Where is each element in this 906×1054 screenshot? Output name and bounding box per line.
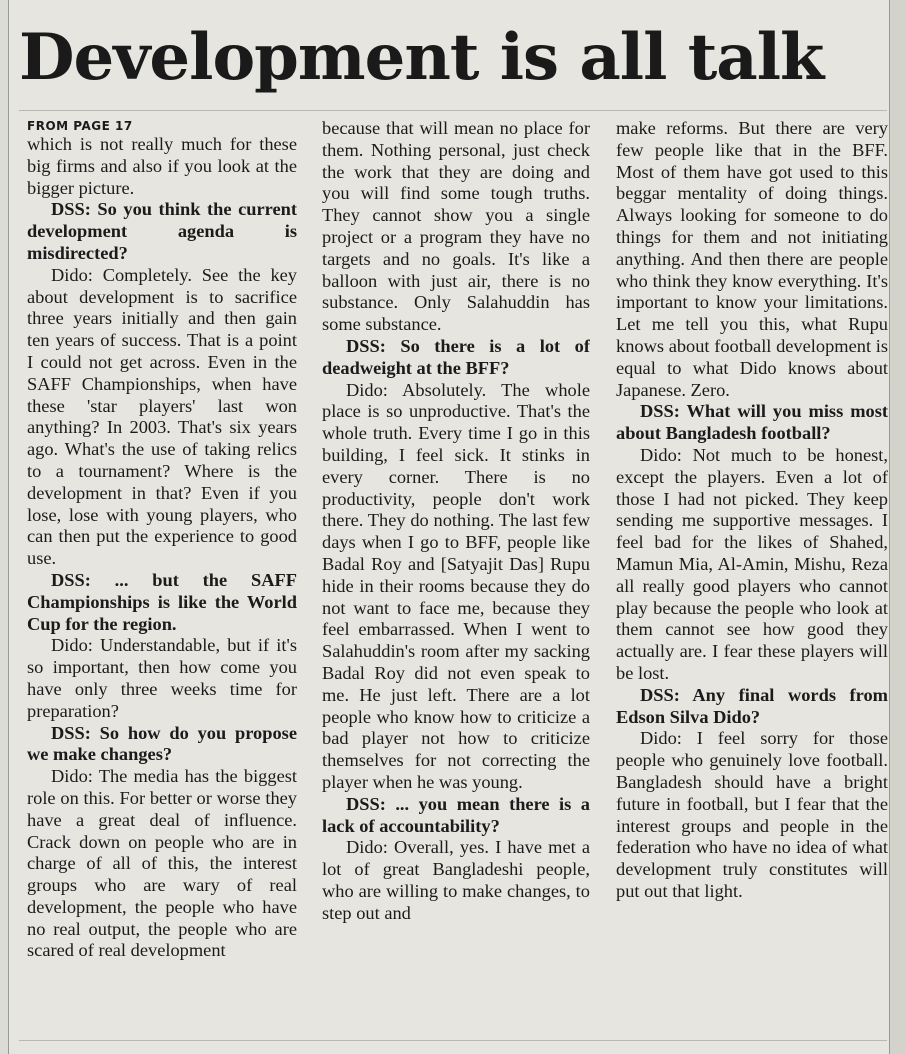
interview-question: DSS: So how do you propose we make changes?	[27, 722, 297, 765]
interview-question: DSS: So you think the current development agenda is misdirected?	[27, 199, 297, 263]
interview-answer: Dido: The media has the biggest role on this. For better or worse they have a great deal of influence. Crack down on people who are in charge of all of this, the interest groups who are wary of real development, the people who have no real output, the people who are scared of real development	[27, 766, 297, 961]
article-column-3	[616, 118, 888, 1033]
interview-question: DSS: What will you miss most about Bangladesh football?	[616, 401, 888, 444]
adjacent-page-edge	[890, 0, 906, 1054]
interview-answer: Dido: Overall, yes. I have met a lot of great Bangladeshi people, who are willing to make changes, to step out and	[322, 837, 590, 923]
interview-question: DSS: So there is a lot of deadweight at the BFF?	[322, 335, 590, 378]
paragraph-continuation: make reforms. But there are very few people like that in the BFF. Most of them have got used to this beggar mentality of doing things. Always looking for someone to do things for them and not initiating anything. And then there are people who think they know everything. It's important to know your limitations. Let me tell you this, what Rupu knows about football development is equal to what Dido knows about Japanese. Zero.	[616, 118, 888, 400]
bottom-rule	[19, 1040, 887, 1041]
interview-answer: Dido: Completely. See the key about development is to sacrifice three years initially and then gain ten years of success. That is a point I could not get across. Even in the SAFF Championships, when have these 'star players' last won anything? In 2003. That's six years ago. What's the use of taking relics to a tournament? Where is the development in that? Even if you lose, lose with young players, who can then put the experience to good use.	[27, 264, 297, 569]
interview-answer: Dido: I feel sorry for those people who genuinely love football. Bangladesh should have a bright future in football, but I fear that the interest groups and people in the federation who have no idea of what development truly constitutes will put out that light.	[616, 728, 888, 901]
interview-question: DSS: Any final words from Edson Silva Dido?	[616, 684, 888, 727]
headline-rule	[19, 110, 887, 111]
paragraph-continuation: which is not really much for these big firms and also if you look at the bigger picture.	[27, 134, 297, 198]
article-body	[27, 118, 891, 1038]
interview-answer: Dido: Not much to be honest, except the players. Even a lot of those I had not picked. They keep sending me supportive messages. I feel bad for the likes of Shahed, Mamun Mia, Al-Amin, Mishu, Reza all really good players who cannot play because the people who look at them cannot see how good they actually are. I fear these players will be lost.	[616, 444, 888, 683]
newspaper-page	[8, 0, 890, 1054]
continuation-label: FROM PAGE 17	[27, 119, 133, 133]
paragraph-continuation: because that will mean no place for them. Nothing personal, just check the work that they are doing and you will find some tough truths. They cannot show you a single project or a program they have no targets and no goals. It's like a balloon with just air, there is no substance. Only Salahuddin has some substance.	[322, 118, 590, 335]
article-column-2	[322, 118, 590, 1033]
interview-answer: Dido: Understandable, but if it's so important, then how come you have only three weeks time for preparation?	[27, 635, 297, 721]
article-column-1	[27, 118, 297, 1033]
interview-answer: Dido: Absolutely. The whole place is so unproductive. That's the whole truth. Every time I go in this building, I feel sick. It stinks in every corner. There is no productivity, people don't work there. They do nothing. The last few days when I go to BFF, people like Badal Roy and [Satyajit Das] Rupu hide in their rooms because they do not want to face me, because they feel embarrassed. When I went to Salahuddin's room after my sacking Badal Roy did not even speak to me. He just left. There are a lot people who know how to criticize a bad player not how to criticize themselves for not correcting the player when he was young.	[322, 379, 590, 792]
interview-question: DSS: ... you mean there is a lack of accountability?	[322, 793, 590, 836]
interview-question: DSS: ... but the SAFF Championships is like the World Cup for the region.	[27, 569, 297, 634]
headline: Development is all talk	[19, 20, 824, 95]
